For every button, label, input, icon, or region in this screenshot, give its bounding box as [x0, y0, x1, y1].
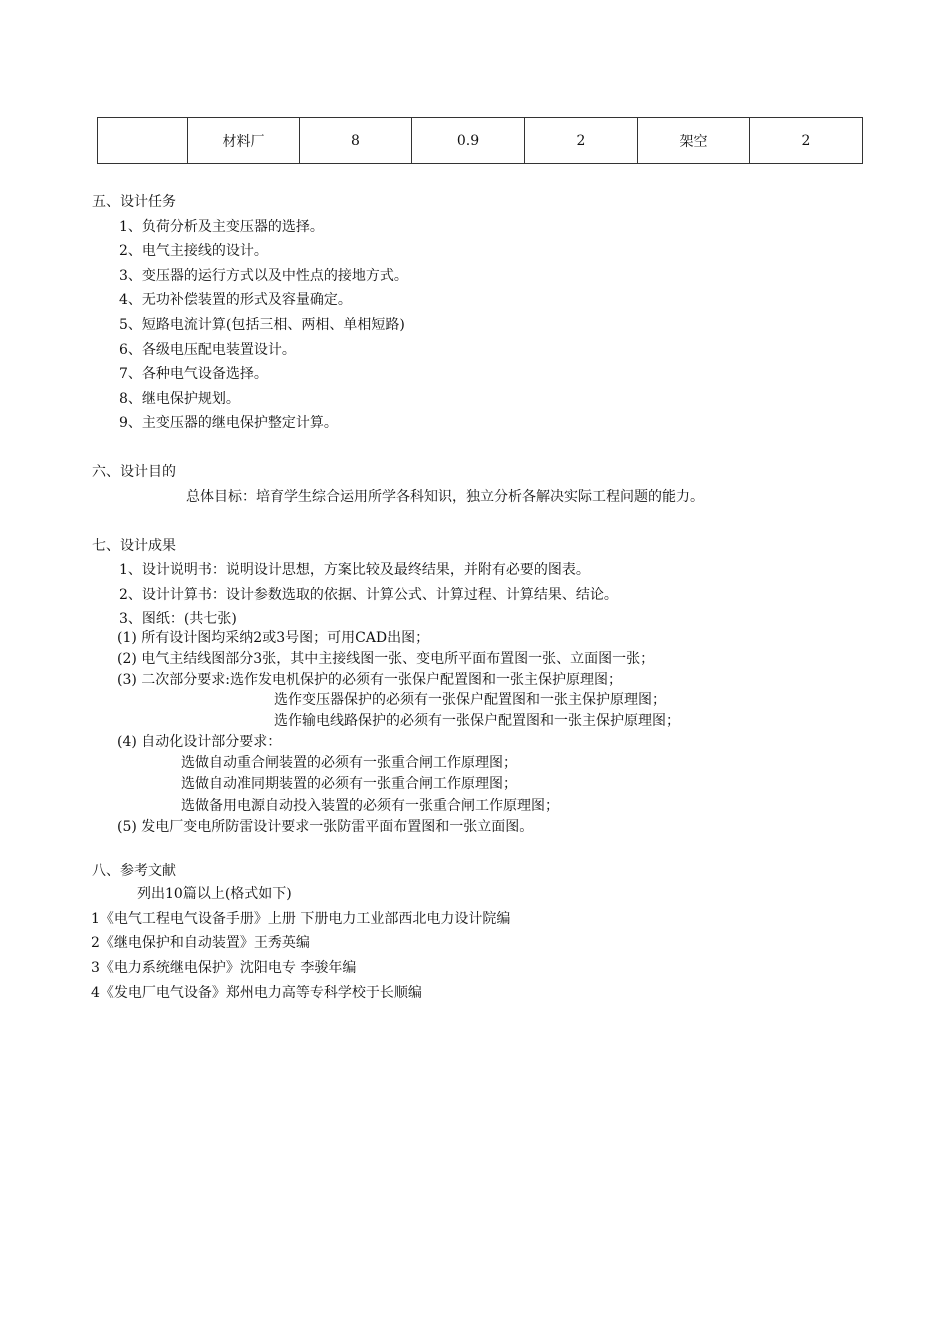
list-item: (4) 自动化设计部分要求：	[117, 734, 282, 750]
paragraph: 列出10篇以上(格式如下)	[137, 886, 292, 902]
table-cell: 0.9	[412, 118, 525, 164]
list-item: 选做备用电源自动投入装置的必须有一张重合闸工作原理图；	[181, 798, 559, 814]
list-item: (2) 电气主结线图部分3张，其中主接线图一张、变电所平面布置图一张、立面图一张；	[117, 651, 655, 667]
list-item: (1) 所有设计图均采纳2或3号图；可用CAD出图；	[117, 630, 430, 646]
reference-item: 1《电气工程电气设备手册》上册 下册电力工业部西北电力设计院编	[91, 911, 511, 927]
reference-item: 2《继电保护和自动装置》王秀英编	[91, 935, 310, 951]
parameter-table	[97, 117, 863, 164]
paragraph: 总体目标：培育学生综合运用所学各科知识，独立分析各解决实际工程问题的能力。	[186, 489, 704, 505]
table-cell: 材料厂	[188, 118, 300, 164]
list-item: 6、各级电压配电装置设计。	[119, 342, 296, 358]
section-heading: 五、设计任务	[92, 194, 176, 210]
list-item: 1、负荷分析及主变压器的选择。	[119, 219, 324, 235]
list-item: 1、设计说明书：说明设计思想，方案比较及最终结果，并附有必要的图表。	[119, 562, 590, 578]
section-heading: 七、设计成果	[92, 538, 176, 554]
list-item: 选做自动重合闸装置的必须有一张重合闸工作原理图；	[181, 755, 517, 771]
list-item: 2、电气主接线的设计。	[119, 243, 268, 259]
list-item: 3、变压器的运行方式以及中性点的接地方式。	[119, 268, 408, 284]
table-cell: 8	[300, 118, 412, 164]
list-item: 9、主变压器的继电保护整定计算。	[119, 415, 338, 431]
list-item: 选做自动准同期装置的必须有一张重合闸工作原理图；	[181, 776, 517, 792]
reference-item: 4《发电厂电气设备》郑州电力高等专科学校于长顺编	[91, 985, 422, 1001]
list-item: 3、图纸：(共七张)	[119, 611, 237, 627]
list-item: 4、无功补偿装置的形式及容量确定。	[119, 292, 352, 308]
table-cell: 架空	[638, 118, 750, 164]
list-item: 选作输电线路保护的必须有一张保户配置图和一张主保护原理图；	[274, 713, 680, 729]
list-item: (5) 发电厂变电所防雷设计要求一张防雷平面布置图和一张立面图。	[117, 819, 534, 835]
section-heading: 六、设计目的	[92, 464, 176, 480]
list-item: 7、各种电气设备选择。	[119, 366, 268, 382]
list-item: (3) 二次部分要求:选作发电机保护的必须有一张保户配置图和一张主保护原理图；	[117, 672, 622, 688]
list-item: 5、短路电流计算(包括三相、两相、单相短路)	[119, 317, 405, 333]
table-cell: 2	[525, 118, 638, 164]
list-item: 8、继电保护规划。	[119, 391, 240, 407]
table-cell	[98, 118, 188, 164]
list-item: 2、设计计算书：设计参数选取的依据、计算公式、计算过程、计算结果、结论。	[119, 587, 618, 603]
reference-item: 3《电力系统继电保护》沈阳电专 李骏年编	[91, 960, 357, 976]
table-cell: 2	[750, 118, 863, 164]
section-heading: 八、参考文献	[92, 863, 176, 879]
list-item: 选作变压器保护的必须有一张保户配置图和一张主保护原理图；	[274, 692, 666, 708]
table-row	[98, 118, 863, 164]
